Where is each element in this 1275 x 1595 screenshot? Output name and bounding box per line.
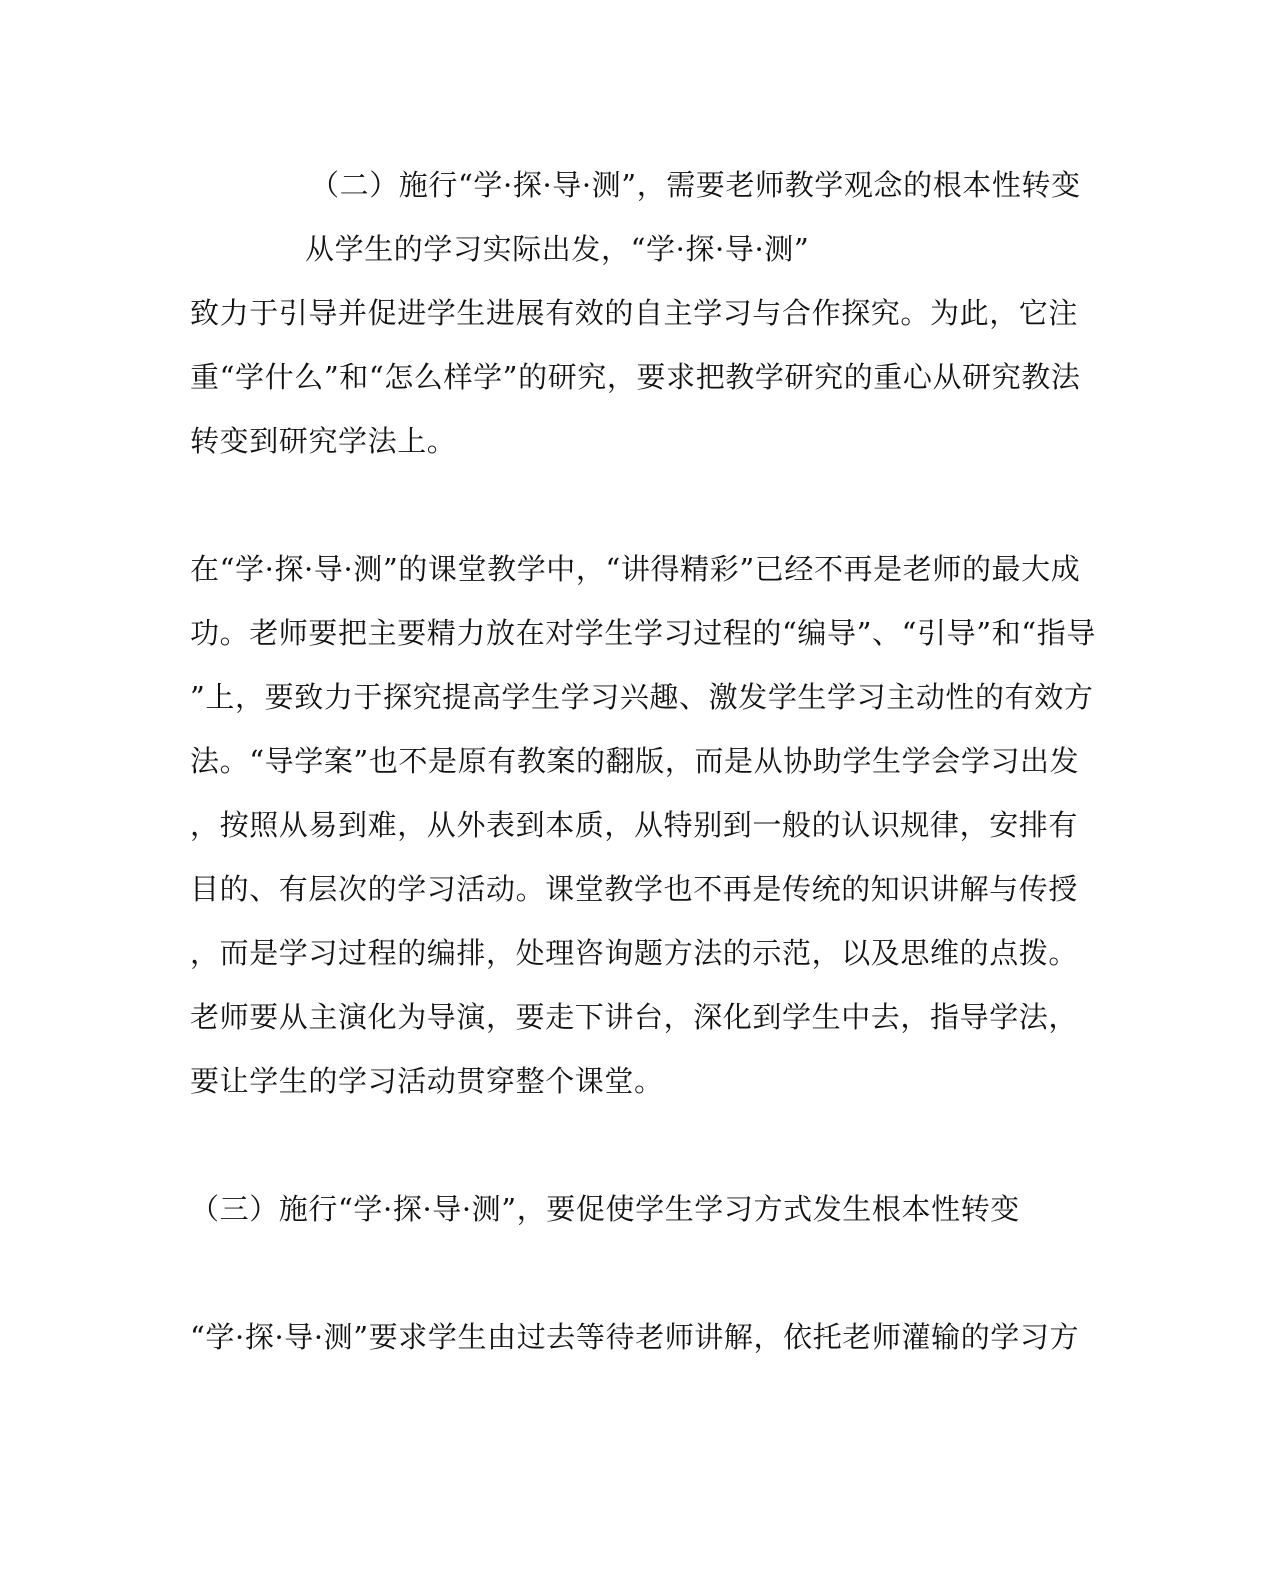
paragraph-1-line-4: 转变到研究学法上。: [190, 424, 457, 458]
paragraph-2-line-5: ，按照从易到难，从外表到本质，从特别到一般的认识规律，安排有: [190, 808, 1079, 842]
paragraph-3-line-1: “学·探·导·测”要求学生由过去等待老师讲解，依托老师灌输的学习方: [190, 1320, 1080, 1354]
paragraph-2-line-9: 要让学生的学习活动贯穿整个课堂。: [190, 1064, 664, 1098]
section-heading-2: （二）施行“学·探·导·测”，需要老师教学观念的根本性转变: [310, 168, 1081, 202]
paragraph-2-line-3: ”上，要致力于探究提高学生学习兴趣、激发学生学习主动性的有效方: [190, 680, 1094, 714]
section-heading-3: （三）施行“学·探·导·测”，要促使学生学习方式发生根本性转变: [190, 1192, 1020, 1226]
paragraph-2-line-2: 功。老师要把主要精力放在对学生学习过程的“编导”、“引导”和“指导: [190, 616, 1096, 650]
paragraph-2-line-1: 在“学·探·导·测”的课堂教学中，“讲得精彩”已经不再是老师的最大成: [190, 552, 1081, 586]
paragraph-2-line-8: 老师要从主演化为导演，要走下讲台，深化到学生中去，指导学法，: [190, 1000, 1079, 1034]
paragraph-1-line-1: 从学生的学习实际出发，“学·探·导·测”: [305, 232, 810, 266]
paragraph-2-line-7: ，而是学习过程的编排，处理咨询题方法的示范，以及思维的点拨。: [190, 936, 1079, 970]
paragraph-2-line-4: 法。“导学案”也不是原有教案的翻版，而是从协助学生学会学习出发: [190, 744, 1080, 778]
paragraph-1-line-2: 致力于引导并促进学生进展有效的自主学习与合作探究。为此，它注: [190, 296, 1079, 330]
paragraph-2-line-6: 目的、有层次的学习活动。课堂教学也不再是传统的知识讲解与传授: [190, 872, 1079, 906]
paragraph-1-line-3: 重“学什么”和“怎么样学”的研究，要求把教学研究的重心从研究教法: [190, 360, 1081, 394]
